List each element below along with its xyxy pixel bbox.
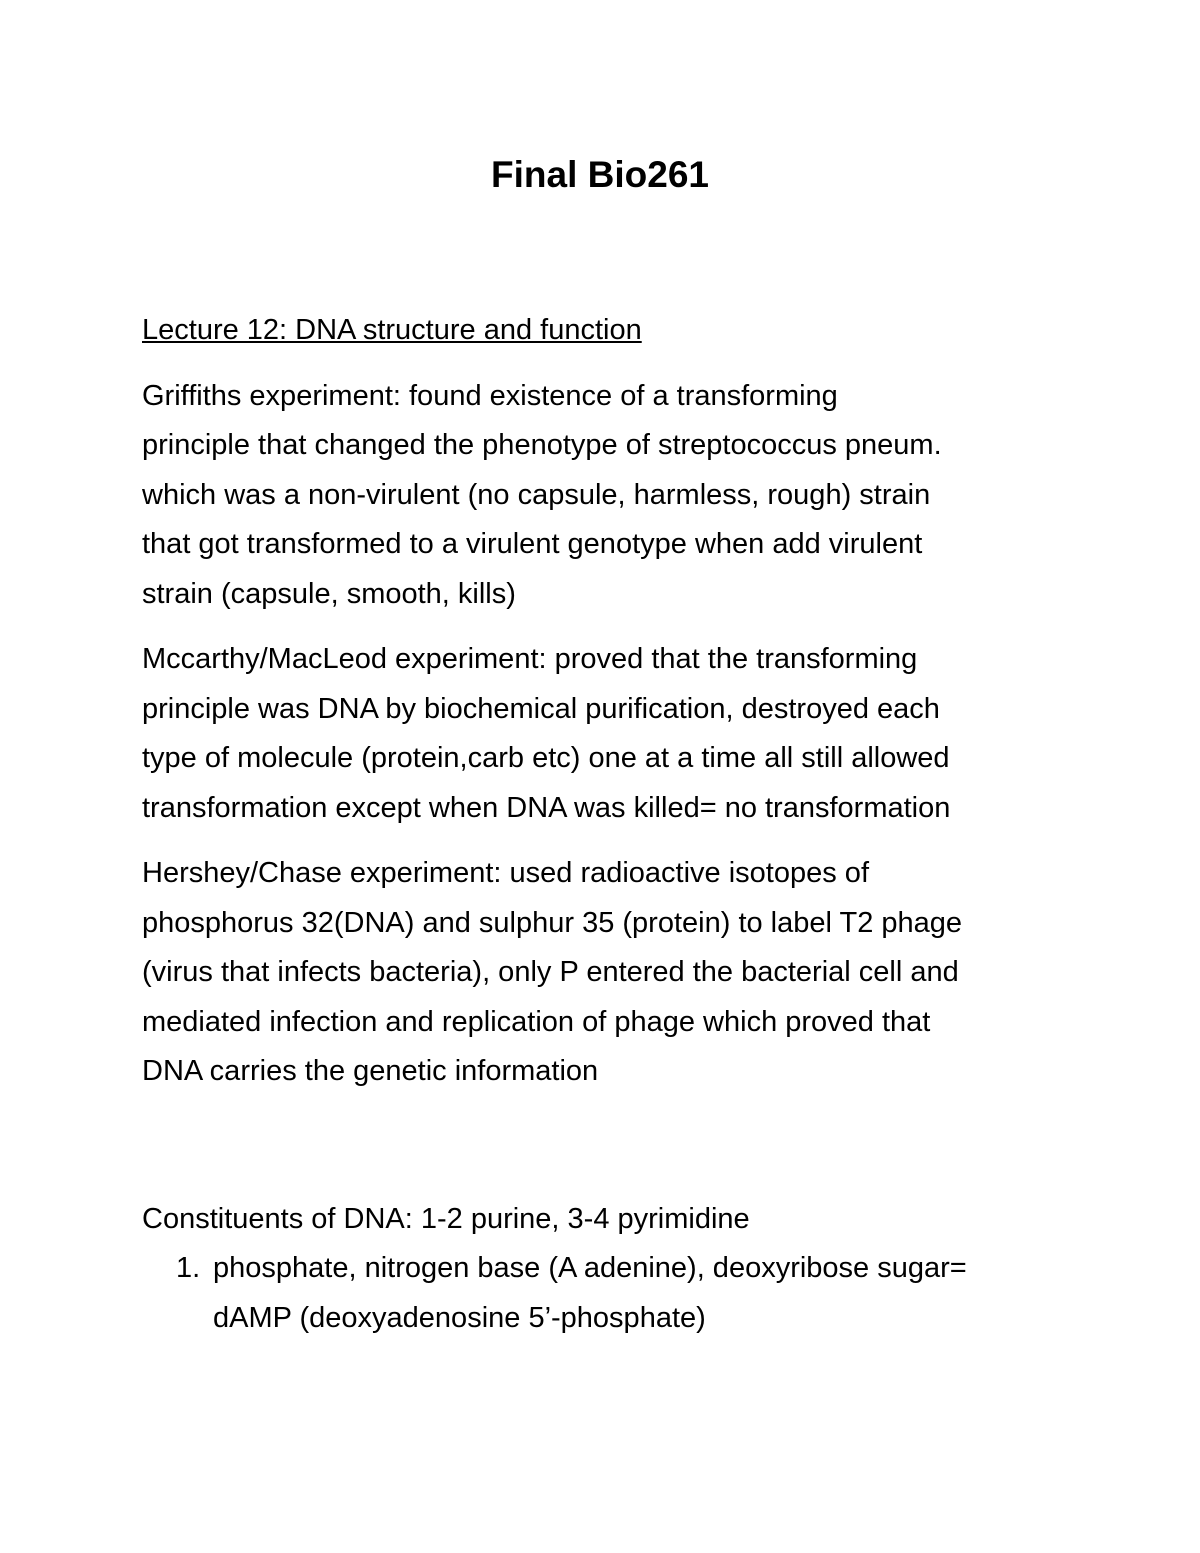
paragraph-line: which was a non-virulent (no capsule, harmless, rough) strain bbox=[142, 478, 931, 511]
paragraph-griffiths bbox=[142, 372, 1072, 620]
paragraph-line: Griffiths experiment: found existence of a transforming bbox=[142, 379, 838, 412]
paragraph-line: type of molecule (protein,carb etc) one at a time all still allowed bbox=[142, 742, 950, 774]
lecture-heading: Lecture 12: DNA structure and function bbox=[142, 314, 642, 346]
paragraph-line: mediated infection and replication of phage which proved that bbox=[142, 1005, 931, 1038]
list-number: 1. bbox=[176, 1252, 201, 1284]
paragraph-line: that got transformed to a virulent genotype when add virulent bbox=[142, 528, 923, 560]
paragraph-hershey-chase bbox=[142, 849, 1072, 1097]
constituents-list bbox=[142, 1244, 1072, 1343]
paragraph-line: Hershey/Chase experiment: used radioactive isotopes of bbox=[142, 857, 869, 889]
constituents-line: Constituents of DNA: 1-2 purine, 3-4 pyrimidine bbox=[142, 1202, 750, 1235]
paragraph-line: principle was DNA by biochemical purification, destroyed each bbox=[142, 692, 940, 725]
paragraph-line: principle that changed the phenotype of streptococcus pneum. bbox=[142, 429, 942, 461]
list-item bbox=[142, 1244, 1072, 1343]
list-item-line: phosphate, nitrogen base (A adenine), deoxyribose sugar= bbox=[213, 1252, 967, 1284]
paragraph-line: DNA carries the genetic information bbox=[142, 1055, 599, 1087]
list-item-line: dAMP (deoxyadenosine 5’-phosphate) bbox=[213, 1301, 706, 1334]
document-body bbox=[142, 306, 1072, 1343]
paragraph-line: phosphorus 32(DNA) and sulphur 35 (protein) to label T2 phage bbox=[142, 906, 963, 939]
document-title: Final Bio261 bbox=[491, 154, 709, 195]
paragraph-line: (virus that infects bacteria), only P entered the bacterial cell and bbox=[142, 956, 959, 988]
paragraph-line: transformation except when DNA was killed= no transformation bbox=[142, 791, 951, 824]
paragraph-mccarthy-macleod bbox=[142, 635, 1072, 833]
paragraph-line: strain (capsule, smooth, kills) bbox=[142, 577, 516, 610]
paragraph-line: Mccarthy/MacLeod experiment: proved that the transforming bbox=[142, 643, 918, 675]
